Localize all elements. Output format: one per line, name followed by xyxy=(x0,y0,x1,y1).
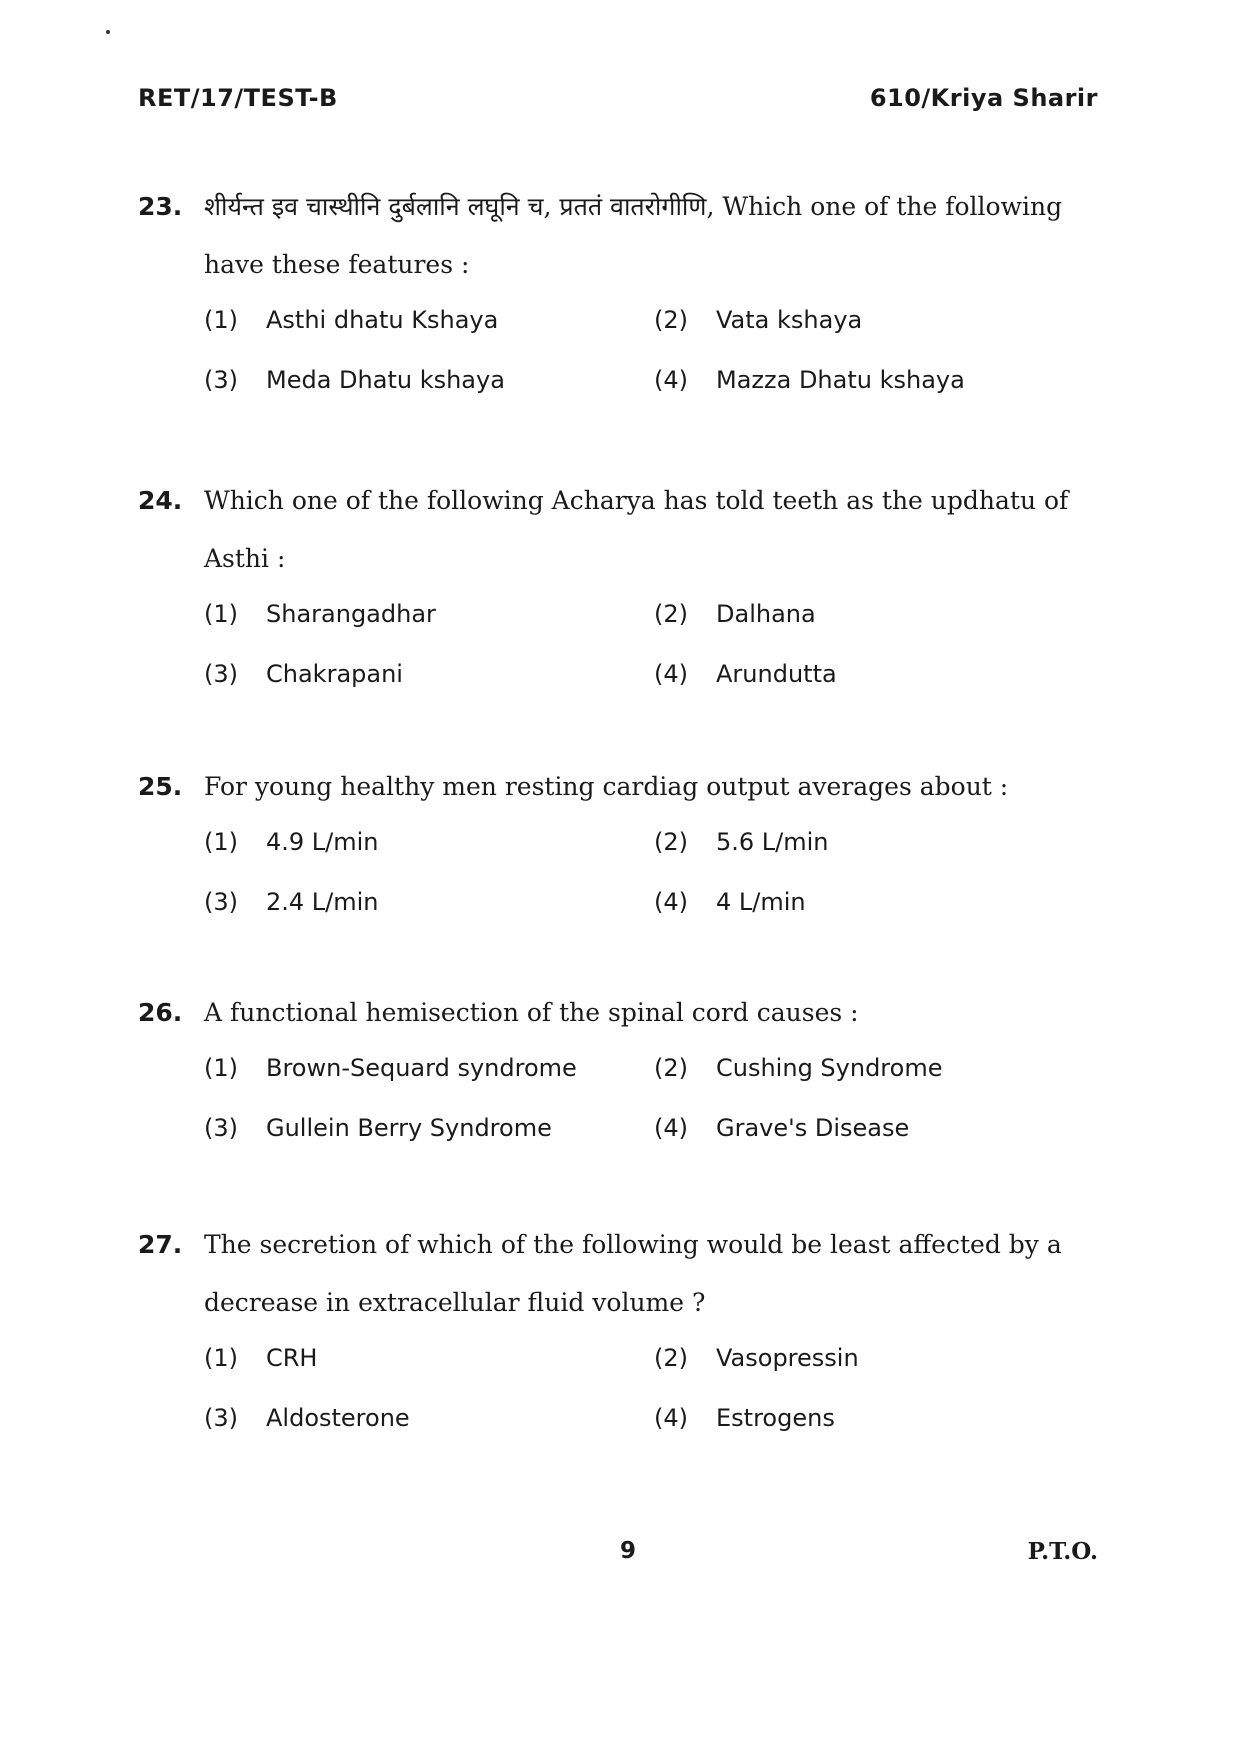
option-number: (4) xyxy=(654,660,688,688)
option-2 xyxy=(654,1048,1104,1088)
option-text: Grave's Disease xyxy=(716,1114,910,1142)
option-number: (1) xyxy=(204,1344,238,1372)
option-1 xyxy=(204,1048,654,1088)
option-list xyxy=(204,1338,1098,1438)
option-4 xyxy=(654,1108,1104,1148)
question-24 xyxy=(138,472,1098,694)
option-4 xyxy=(654,360,1104,400)
option-number: (3) xyxy=(204,1114,238,1142)
option-number: (4) xyxy=(654,1404,688,1432)
option-number: (4) xyxy=(654,1114,688,1142)
option-number: (2) xyxy=(654,1344,688,1372)
question-text: A functional hemisection of the spinal cord causes : xyxy=(204,998,859,1027)
option-3 xyxy=(204,882,654,922)
option-number: (2) xyxy=(654,306,688,334)
question-26 xyxy=(138,984,1098,1148)
option-text: Vata kshaya xyxy=(716,306,863,334)
option-number: (3) xyxy=(204,1404,238,1432)
option-2 xyxy=(654,300,1104,340)
option-text: Cushing Syndrome xyxy=(716,1054,943,1082)
option-number: (3) xyxy=(204,366,238,394)
option-number: (1) xyxy=(204,828,238,856)
option-3 xyxy=(204,1398,654,1438)
option-number: (3) xyxy=(204,660,238,688)
option-2 xyxy=(654,822,1104,862)
option-3 xyxy=(204,654,654,694)
question-number: 23. xyxy=(138,192,183,221)
option-text: 4 L/min xyxy=(716,888,806,916)
option-3 xyxy=(204,360,654,400)
option-text: Chakrapani xyxy=(266,660,403,688)
question-number: 27. xyxy=(138,1230,183,1259)
option-list xyxy=(204,300,1098,400)
option-text: Asthi dhatu Kshaya xyxy=(266,306,499,334)
option-text: Gullein Berry Syndrome xyxy=(266,1114,552,1142)
question-number: 26. xyxy=(138,998,183,1027)
option-text: Dalhana xyxy=(716,600,816,628)
option-1 xyxy=(204,822,654,862)
option-4 xyxy=(654,882,1104,922)
question-number: 24. xyxy=(138,486,183,515)
option-1 xyxy=(204,300,654,340)
option-4 xyxy=(654,654,1104,694)
option-text: Vasopressin xyxy=(716,1344,859,1372)
option-text: Aldosterone xyxy=(266,1404,410,1432)
exam-code: RET/17/TEST-B xyxy=(138,84,338,112)
question-25 xyxy=(138,758,1098,922)
option-list xyxy=(204,594,1098,694)
option-text: 4.9 L/min xyxy=(266,828,379,856)
option-list xyxy=(204,1048,1098,1148)
option-4 xyxy=(654,1398,1104,1438)
option-number: (1) xyxy=(204,600,238,628)
scan-speck xyxy=(106,30,110,34)
question-27 xyxy=(138,1216,1098,1438)
page-number: 9 xyxy=(620,1538,637,1564)
option-number: (4) xyxy=(654,888,688,916)
question-23 xyxy=(138,178,1098,400)
question-text: For young healthy men resting cardiag output averages about : xyxy=(204,772,1009,801)
option-number: (1) xyxy=(204,306,238,334)
option-text: Meda Dhatu kshaya xyxy=(266,366,505,394)
option-text: 2.4 L/min xyxy=(266,888,379,916)
option-text: Sharangadhar xyxy=(266,600,436,628)
option-text: Arundutta xyxy=(716,660,837,688)
option-3 xyxy=(204,1108,654,1148)
option-list xyxy=(204,822,1098,922)
question-text: The secretion of which of the following would be least affected by a decrease in extracellular fluid volume ? xyxy=(204,1230,1062,1317)
question-number: 25. xyxy=(138,772,183,801)
option-text: Estrogens xyxy=(716,1404,835,1432)
question-text: Which one of the following Acharya has told teeth as the updhatu of Asthi : xyxy=(204,486,1069,573)
option-2 xyxy=(654,1338,1104,1378)
option-1 xyxy=(204,1338,654,1378)
option-number: (4) xyxy=(654,366,688,394)
option-number: (2) xyxy=(654,1054,688,1082)
subject-code: 610/Kriya Sharir xyxy=(869,84,1098,112)
please-turn-over: P.T.O. xyxy=(1027,1538,1098,1565)
option-text: CRH xyxy=(266,1344,318,1372)
option-number: (2) xyxy=(654,828,688,856)
question-text: शीर्यन्त इव चास्थीनि दुर्बलानि लघूनि च, प्रततं वातरोगीणि, Which one of the following have these features : xyxy=(204,192,1063,279)
option-number: (1) xyxy=(204,1054,238,1082)
option-number: (3) xyxy=(204,888,238,916)
option-number: (2) xyxy=(654,600,688,628)
option-text: 5.6 L/min xyxy=(716,828,829,856)
option-2 xyxy=(654,594,1104,634)
option-text: Mazza Dhatu kshaya xyxy=(716,366,965,394)
option-1 xyxy=(204,594,654,634)
option-text: Brown-Sequard syndrome xyxy=(266,1054,577,1082)
